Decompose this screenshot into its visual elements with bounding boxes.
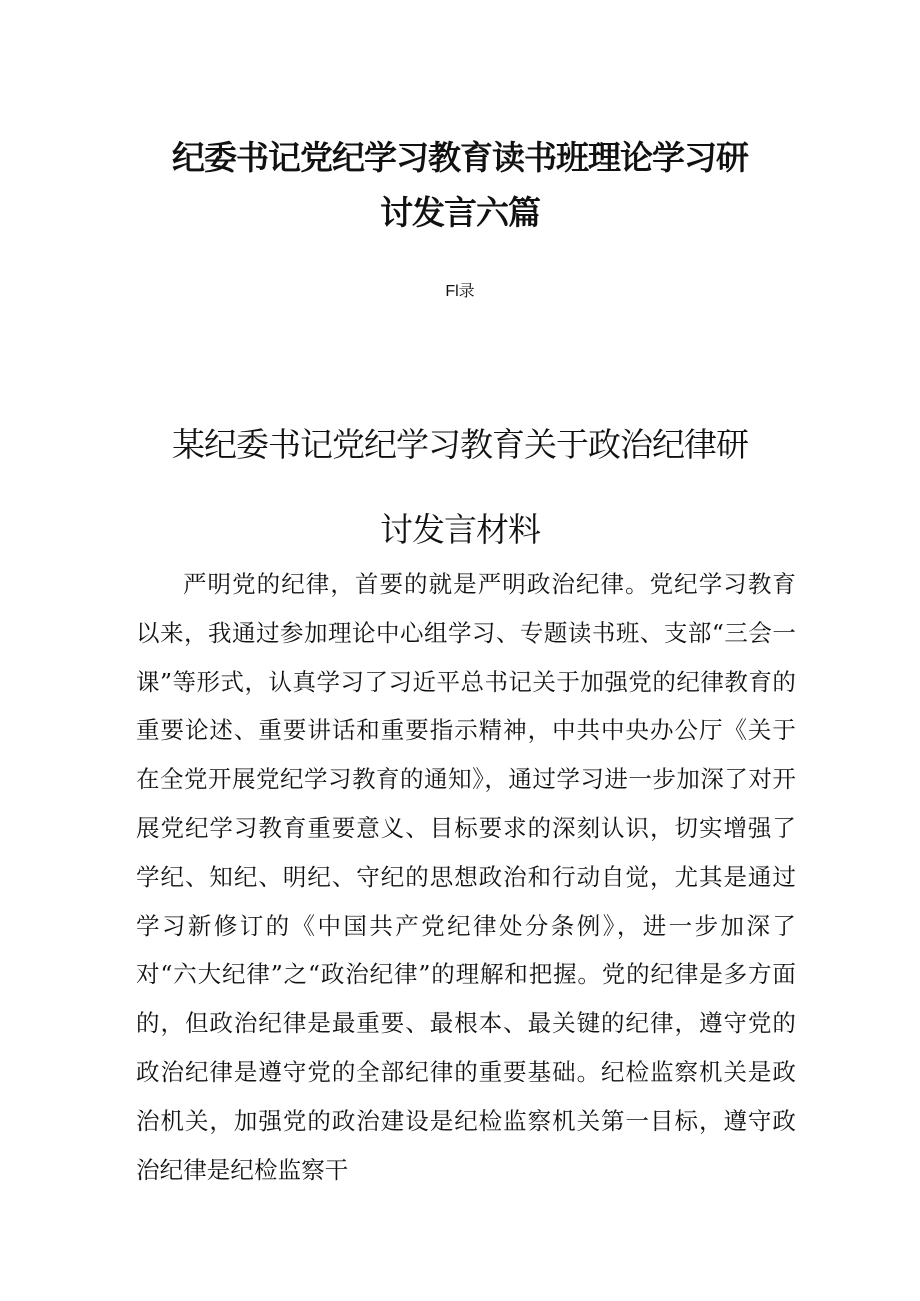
article-body-paragraph: 严明党的纪律，首要的就是严明政治纪律。党纪学习教育以来，我通过参加理论中心组学习、专题读书班、支部“三会一课”等形式，认真学习了习近平总书记关于加强党的纪律教育的重要论述、重要讲话和重要指示精神，中共中央办公厅《关于在全党开展党纪学习教育的通知》，通过学习进一步加深了对开展党纪学习教育重要意义、目标要求的深刻认识，切实增强了学纪、知纪、明纪、守纪的思想政治和行动自觉，尤其是通过学习新修订的《中国共产党纪律处分条例》，进一步加深了对“六大纪律”之“政治纪律”的理解和把握。党的纪律是多方面的，但政治纪律是最重要、最根本、最关键的纪律，遵守党的政治纪律是遵守党的全部纪律的重要基础。纪检监察机关是政治机关，加强党的政治建设是纪检监察机关第一目标，遵守政治纪律是纪检监察干 (136, 570, 796, 1184)
article-title-line-1: 某纪委书记党纪学习教育关于政治纪律研 (172, 425, 748, 464)
document-title-line-1: 纪委书记党纪学习教育读书班理论学习研 (172, 138, 748, 177)
table-of-contents-label: Fl录 (445, 283, 475, 300)
document-title-line-2: 讨发言六篇 (380, 193, 540, 232)
article-title-line-2: 讨发言材料 (380, 510, 540, 549)
